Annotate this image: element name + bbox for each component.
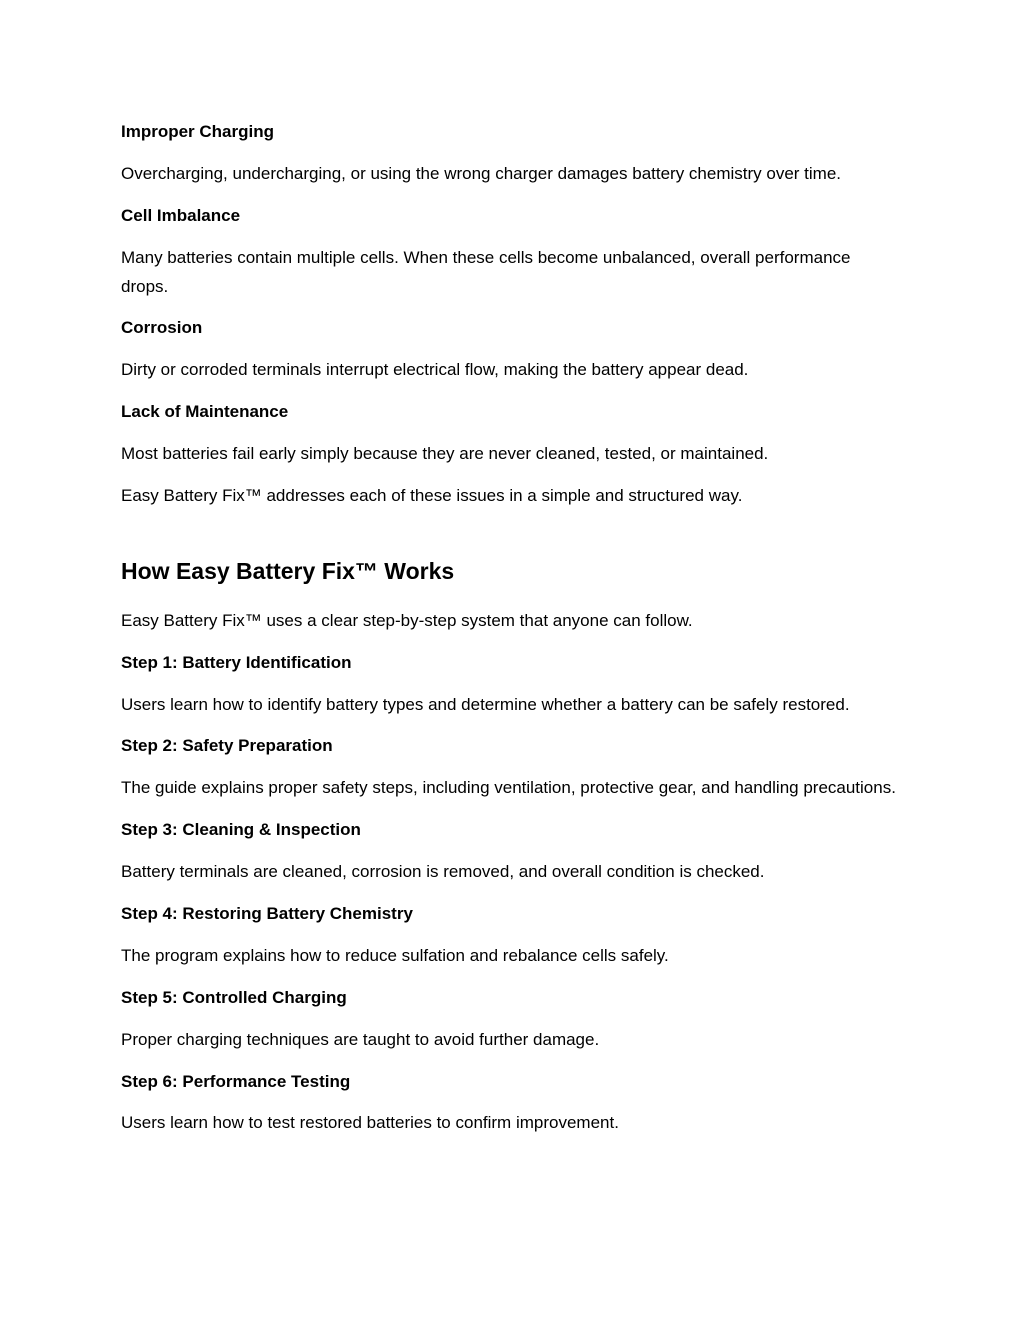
cause-body-lack-of-maintenance: Most batteries fail early simply because they are never cleaned, tested, or maintained. bbox=[121, 444, 769, 464]
cause-body-cell-imbalance: Many batteries contain multiple cells. When these cells become unbalanced, overall performance drops. bbox=[121, 247, 851, 296]
step-body-2: The guide explains proper safety steps, including ventilation, protective gear, and handling precautions. bbox=[121, 778, 896, 798]
section-failure-causes bbox=[121, 118, 899, 511]
section-title-how-it-works: How Easy Battery Fix™ Works bbox=[121, 557, 455, 584]
causes-closing-paragraph: Easy Battery Fix™ addresses each of these issues in a simple and structured way. bbox=[121, 486, 743, 506]
step-heading-6: Step 6: Performance Testing bbox=[121, 1071, 351, 1091]
cause-body-improper-charging: Overcharging, undercharging, or using the wrong charger damages battery chemistry over time. bbox=[121, 163, 842, 183]
step-heading-1: Step 1: Battery Identification bbox=[121, 652, 352, 672]
step-body-4: The program explains how to reduce sulfation and rebalance cells safely. bbox=[121, 945, 669, 965]
how-it-works-intro: Easy Battery Fix™ uses a clear step-by-step system that anyone can follow. bbox=[121, 610, 693, 630]
step-heading-3: Step 3: Cleaning & Inspection bbox=[121, 820, 361, 840]
step-body-3: Battery terminals are cleaned, corrosion is removed, and overall condition is checked. bbox=[121, 862, 765, 882]
step-body-1: Users learn how to identify battery types and determine whether a battery can be safely restored. bbox=[121, 694, 850, 714]
cause-heading-cell-imbalance: Cell Imbalance bbox=[121, 205, 241, 225]
step-heading-5: Step 5: Controlled Charging bbox=[121, 987, 347, 1007]
step-heading-4: Step 4: Restoring Battery Chemistry bbox=[121, 904, 413, 924]
cause-heading-corrosion: Corrosion bbox=[121, 318, 203, 338]
cause-heading-lack-of-maintenance: Lack of Maintenance bbox=[121, 402, 289, 422]
step-body-6: Users learn how to test restored batteries to confirm improvement. bbox=[121, 1113, 619, 1133]
document-content bbox=[121, 118, 899, 1138]
cause-heading-improper-charging: Improper Charging bbox=[121, 122, 275, 141]
step-heading-2: Step 2: Safety Preparation bbox=[121, 736, 333, 756]
section-how-it-works bbox=[121, 557, 899, 1138]
step-body-5: Proper charging techniques are taught to avoid further damage. bbox=[121, 1029, 600, 1049]
cause-body-corrosion: Dirty or corroded terminals interrupt electrical flow, making the battery appear dead. bbox=[121, 360, 749, 380]
